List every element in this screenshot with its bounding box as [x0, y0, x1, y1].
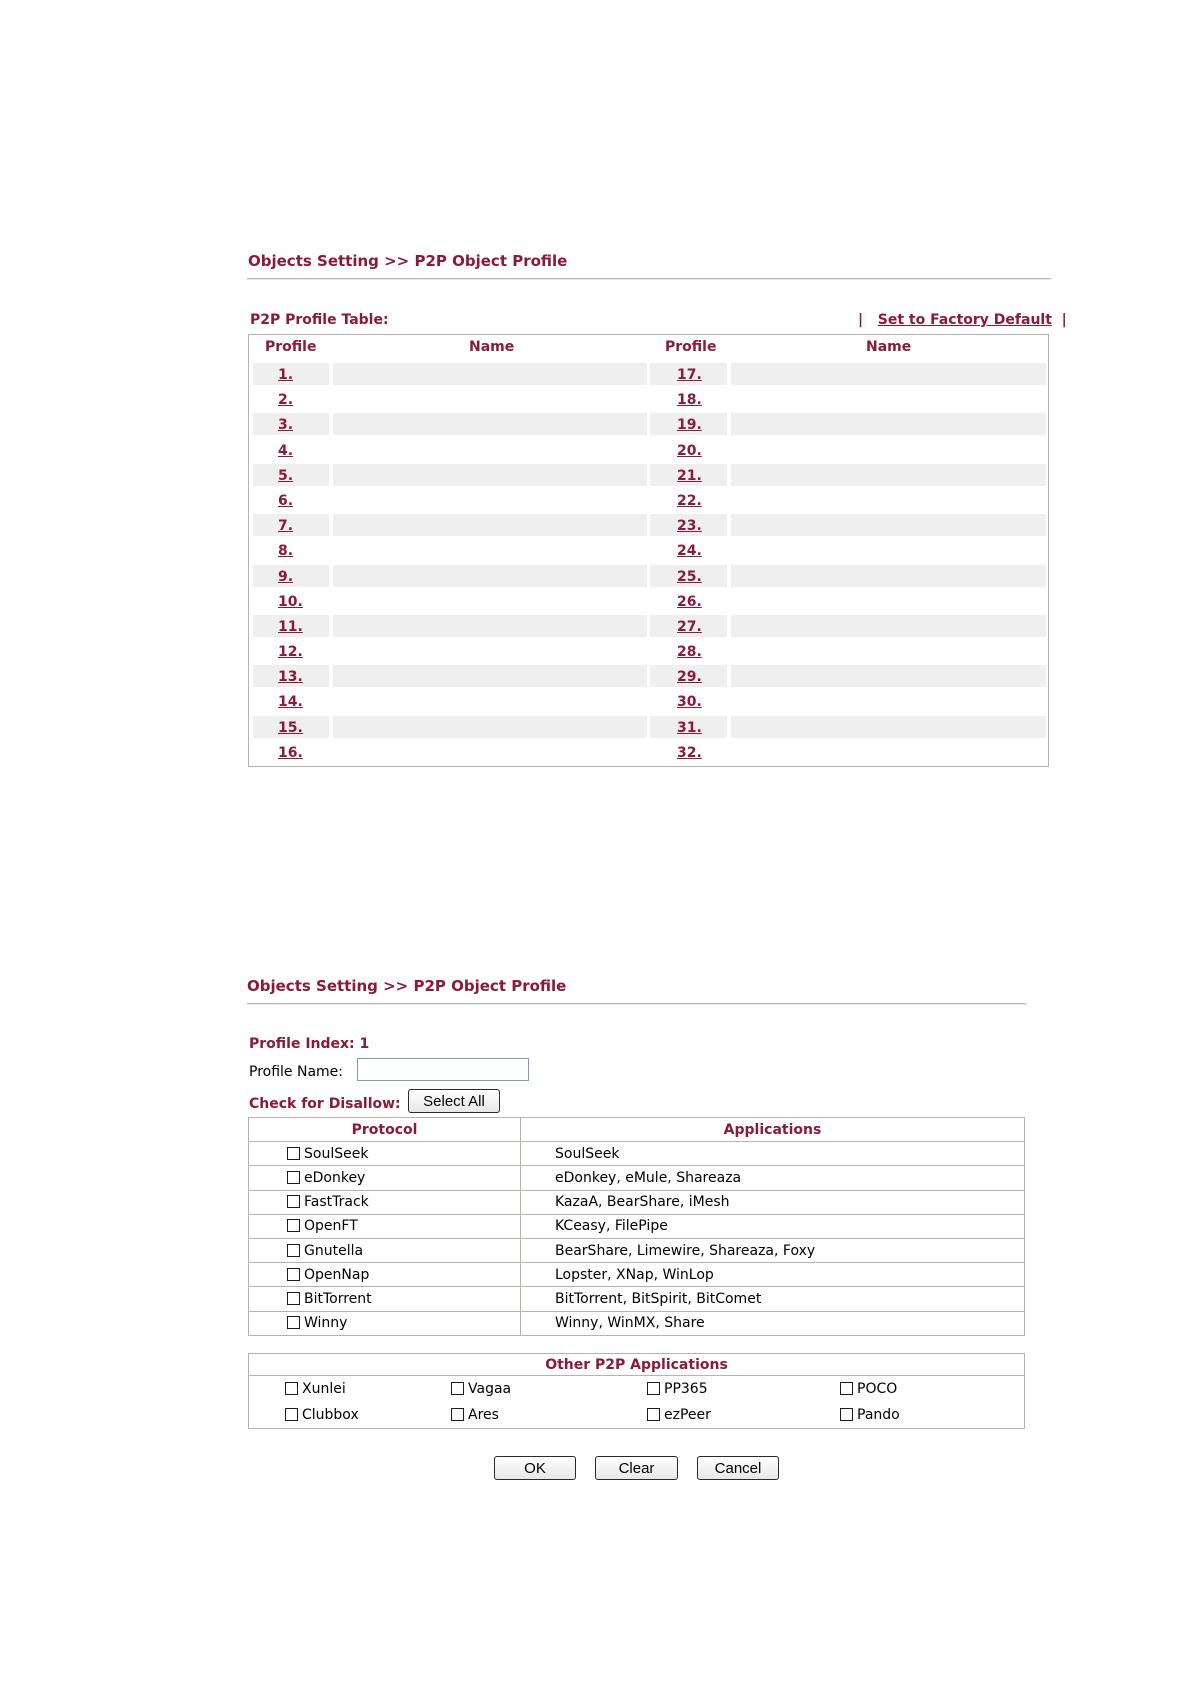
name-cell: [731, 514, 1046, 536]
profile-cell: [650, 489, 727, 511]
profile-link[interactable]: 21.: [677, 467, 702, 484]
profile-cell: [650, 590, 727, 612]
profile-link[interactable]: 18.: [677, 392, 702, 409]
protocol-cell: [249, 1238, 521, 1262]
protocol-checkbox[interactable]: [287, 1195, 300, 1208]
applications-cell: BitTorrent, BitSpirit, BitComet: [521, 1287, 1025, 1311]
profile-cell: [650, 716, 727, 738]
profile-cell: [650, 640, 727, 662]
protocol-row: [249, 1287, 1025, 1311]
other-app-cell: [840, 1402, 1025, 1429]
profile-link[interactable]: 16.: [278, 744, 303, 761]
profile-link[interactable]: 32.: [677, 744, 702, 761]
ok-button[interactable]: OK: [494, 1456, 576, 1480]
profile-cell: [650, 665, 727, 687]
other-app-checkbox[interactable]: [647, 1408, 660, 1421]
name-cell: [731, 489, 1046, 511]
profile-link[interactable]: 9.: [278, 568, 294, 585]
name-cell: [731, 363, 1046, 385]
name-cell: [731, 413, 1046, 435]
protocol-cell: [249, 1311, 521, 1335]
profile-cell: [253, 489, 329, 511]
other-app-checkbox[interactable]: [840, 1382, 853, 1395]
protocol-row: [249, 1263, 1025, 1287]
table-row: [253, 565, 1046, 590]
profile-link[interactable]: 31.: [677, 719, 702, 736]
other-app-label: Pando: [857, 1407, 900, 1423]
other-app-cell: [451, 1376, 647, 1403]
profile-table-title: P2P Profile Table:: [250, 312, 389, 328]
profile-cell: [650, 741, 727, 763]
table-row: [253, 690, 1046, 715]
name-cell: [333, 590, 647, 612]
profile-cell: [253, 464, 329, 486]
protocol-row: [249, 1142, 1025, 1166]
protocol-checkbox[interactable]: [287, 1268, 300, 1281]
table-row: [253, 615, 1046, 640]
column-header-name: Name: [469, 339, 515, 355]
applications-cell: SoulSeek: [521, 1142, 1025, 1166]
profile-link[interactable]: 17.: [677, 367, 702, 383]
profile-cell: [650, 690, 727, 712]
profile-link[interactable]: 15.: [278, 719, 303, 736]
applications-cell: BearShare, Limewire, Shareaza, Foxy: [521, 1238, 1025, 1262]
protocol-checkbox[interactable]: [287, 1147, 300, 1160]
protocol-label: BitTorrent: [304, 1290, 372, 1307]
select-all-button[interactable]: Select All: [408, 1089, 500, 1113]
profile-link[interactable]: 23.: [677, 518, 702, 535]
name-cell: [731, 388, 1046, 410]
name-cell: [731, 690, 1046, 712]
column-header-name: Name: [866, 339, 912, 355]
profile-link[interactable]: 11.: [278, 618, 303, 635]
profile-cell: [650, 464, 727, 486]
protocol-label: Winny: [304, 1315, 348, 1332]
profile-link[interactable]: 4.: [278, 442, 294, 459]
profile-link[interactable]: 19.: [677, 417, 702, 434]
profile-cell: [253, 565, 329, 587]
name-cell: [333, 514, 647, 536]
profile-cell: [650, 388, 727, 410]
breadcrumb-title: Objects Setting >> P2P Object Profile: [247, 977, 567, 995]
profile-cell: [253, 413, 329, 435]
protocol-label: Gnutella: [304, 1242, 364, 1259]
breadcrumb-title: Objects Setting >> P2P Object Profile: [248, 252, 568, 270]
cancel-button[interactable]: Cancel: [697, 1456, 779, 1480]
check-for-disallow-label: Check for Disallow:: [249, 1096, 401, 1112]
profile-link[interactable]: 30.: [677, 694, 702, 711]
profile-link[interactable]: 27.: [677, 618, 702, 635]
profile-link[interactable]: 12.: [278, 644, 303, 661]
name-cell: [333, 363, 647, 385]
name-cell: [333, 665, 647, 687]
profile-cell: [253, 690, 329, 712]
separator: |: [1061, 312, 1067, 328]
table-row: [253, 741, 1046, 766]
name-cell: [333, 640, 647, 662]
protocol-label: SoulSeek: [304, 1145, 369, 1162]
name-cell: [333, 690, 647, 712]
other-app-label: POCO: [857, 1381, 898, 1397]
profile-cell: [650, 615, 727, 637]
profile-link[interactable]: 10.: [278, 593, 303, 610]
protocol-checkbox[interactable]: [287, 1219, 300, 1232]
title-divider: [247, 1003, 1026, 1005]
protocol-label: OpenFT: [304, 1218, 358, 1235]
column-header-profile: Profile: [265, 339, 317, 355]
profile-cell: [253, 514, 329, 536]
protocol-row: [249, 1311, 1025, 1335]
profile-cell: [253, 716, 329, 738]
profile-link[interactable]: 13.: [278, 669, 303, 686]
protocol-cell: [249, 1142, 521, 1166]
name-cell: [333, 439, 647, 461]
profile-link[interactable]: 5.: [278, 467, 294, 484]
other-app-cell: [249, 1376, 452, 1403]
protocol-label: eDonkey: [304, 1169, 366, 1186]
protocol-label: FastTrack: [304, 1194, 369, 1211]
table-row: [253, 640, 1046, 665]
other-app-cell: [451, 1402, 647, 1429]
profile-cell: [253, 615, 329, 637]
protocol-checkbox[interactable]: [287, 1292, 300, 1305]
profile-cell: [253, 640, 329, 662]
table-row: [253, 439, 1046, 464]
profile-cell: [253, 590, 329, 612]
profile-link[interactable]: 29.: [677, 669, 702, 686]
name-cell: [731, 716, 1046, 738]
profile-cell: [253, 388, 329, 410]
other-app-checkbox[interactable]: [285, 1408, 298, 1421]
table-row: [253, 464, 1046, 489]
protocol-label: OpenNap: [304, 1266, 370, 1283]
name-cell: [333, 539, 647, 561]
profile-cell: [650, 439, 727, 461]
name-cell: [731, 615, 1046, 637]
set-factory-default-link[interactable]: Set to Factory Default: [877, 312, 1052, 328]
other-app-label: Xunlei: [302, 1381, 346, 1397]
profile-link[interactable]: 8.: [278, 543, 294, 560]
applications-cell: KazaA, BearShare, iMesh: [521, 1190, 1025, 1214]
other-app-label: ezPeer: [664, 1407, 711, 1423]
profile-rows: [253, 363, 1046, 766]
profile-link[interactable]: 2.: [278, 392, 294, 409]
name-cell: [333, 413, 647, 435]
other-app-label: Clubbox: [302, 1407, 359, 1423]
profile-link[interactable]: 26.: [677, 593, 702, 610]
other-app-checkbox[interactable]: [647, 1382, 660, 1395]
profile-cell: [253, 439, 329, 461]
table-row: [253, 539, 1046, 564]
name-cell: [731, 741, 1046, 763]
name-cell: [333, 388, 647, 410]
profile-name-label: Profile Name:: [249, 1064, 344, 1080]
applications-cell: KCeasy, FilePipe: [521, 1214, 1025, 1238]
profile-link[interactable]: 3.: [278, 417, 294, 434]
name-cell: [333, 615, 647, 637]
column-header-applications: Applications: [521, 1118, 1025, 1142]
name-cell: [333, 464, 647, 486]
profile-cell: [650, 565, 727, 587]
other-apps-row: [249, 1402, 1025, 1429]
profile-cell: [650, 363, 727, 385]
other-p2p-title: Other P2P Applications: [249, 1354, 1025, 1376]
name-cell: [731, 464, 1046, 486]
other-app-checkbox[interactable]: [840, 1408, 853, 1421]
profile-link[interactable]: 22.: [677, 492, 702, 509]
protocol-checkbox[interactable]: [287, 1171, 300, 1184]
profile-link[interactable]: 25.: [677, 568, 702, 585]
name-cell: [731, 539, 1046, 561]
applications-cell: Lopster, XNap, WinLop: [521, 1263, 1025, 1287]
name-cell: [731, 665, 1046, 687]
protocol-row: [249, 1190, 1025, 1214]
name-cell: [333, 489, 647, 511]
other-app-cell: [647, 1376, 840, 1403]
other-app-checkbox[interactable]: [451, 1382, 464, 1395]
other-app-checkbox[interactable]: [451, 1408, 464, 1421]
profile-cell: [253, 665, 329, 687]
table-row: [253, 363, 1046, 388]
applications-cell: eDonkey, eMule, Shareaza: [521, 1166, 1025, 1190]
name-cell: [333, 716, 647, 738]
factory-default-bar: [858, 312, 1067, 328]
profile-cell: [253, 539, 329, 561]
protocol-cell: [249, 1263, 521, 1287]
table-row: [253, 489, 1046, 514]
profile-cell: [650, 413, 727, 435]
name-cell: [333, 741, 647, 763]
table-row: [253, 716, 1046, 741]
protocol-cell: [249, 1214, 521, 1238]
title-divider: [247, 278, 1051, 280]
protocol-cell: [249, 1287, 521, 1311]
protocol-table: [248, 1117, 1025, 1336]
other-app-checkbox[interactable]: [285, 1382, 298, 1395]
profile-link[interactable]: 7.: [278, 518, 294, 535]
table-row: [253, 388, 1046, 413]
profile-link[interactable]: 14.: [278, 694, 303, 711]
other-app-cell: [249, 1402, 452, 1429]
profile-link[interactable]: 20.: [677, 442, 702, 459]
table-row: [253, 665, 1046, 690]
separator: |: [858, 312, 864, 328]
other-apps-row: [249, 1376, 1025, 1403]
protocol-row: [249, 1166, 1025, 1190]
name-cell: [731, 439, 1046, 461]
protocol-checkbox[interactable]: [287, 1316, 300, 1329]
other-app-label: Ares: [468, 1407, 499, 1423]
profile-link[interactable]: 1.: [278, 367, 294, 383]
profile-name-input[interactable]: [357, 1058, 529, 1081]
profile-cell: [650, 539, 727, 561]
profile-link[interactable]: 24.: [677, 543, 702, 560]
protocol-cell: [249, 1166, 521, 1190]
name-cell: [333, 565, 647, 587]
profile-cell: [650, 514, 727, 536]
name-cell: [731, 640, 1046, 662]
column-header-profile: Profile: [665, 339, 717, 355]
profile-link[interactable]: 28.: [677, 644, 702, 661]
other-app-cell: [647, 1402, 840, 1429]
name-cell: [731, 590, 1046, 612]
profile-link[interactable]: 6.: [278, 492, 294, 509]
protocol-row: [249, 1214, 1025, 1238]
protocol-row: [249, 1238, 1025, 1262]
profile-cell: [253, 363, 329, 385]
other-app-cell: [840, 1376, 1025, 1403]
other-app-label: PP365: [664, 1381, 708, 1397]
protocol-cell: [249, 1190, 521, 1214]
applications-cell: Winny, WinMX, Share: [521, 1311, 1025, 1335]
profile-cell: [253, 741, 329, 763]
table-row: [253, 590, 1046, 615]
profile-index-label: Profile Index: 1: [249, 1036, 370, 1052]
table-row: [253, 413, 1046, 438]
protocol-checkbox[interactable]: [287, 1244, 300, 1257]
other-p2p-table: [248, 1353, 1025, 1429]
clear-button[interactable]: Clear: [595, 1456, 678, 1480]
table-row: [253, 514, 1046, 539]
other-app-label: Vagaa: [468, 1381, 512, 1397]
name-cell: [731, 565, 1046, 587]
column-header-protocol: Protocol: [249, 1118, 521, 1142]
